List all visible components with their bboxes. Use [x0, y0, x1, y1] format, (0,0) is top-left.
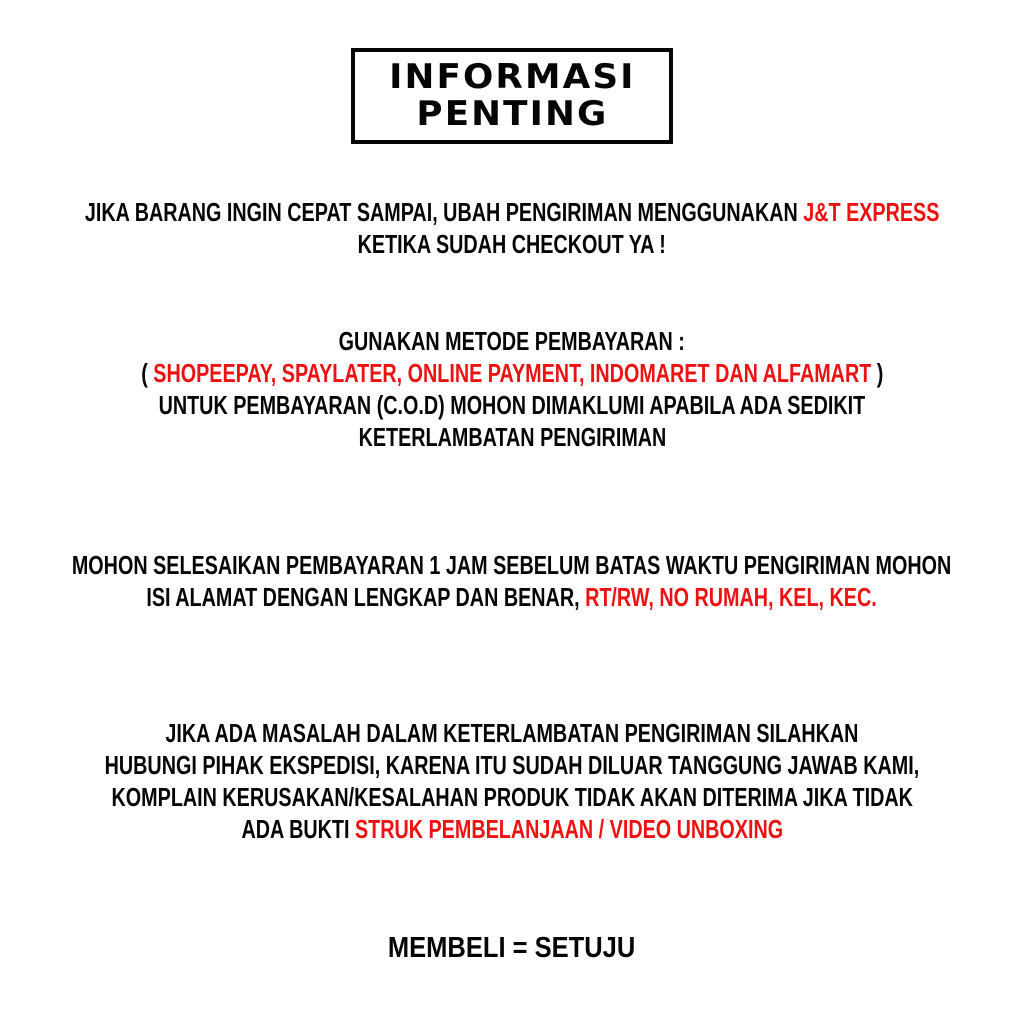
notice-line: KETIKA SUDAH CHECKOUT YA !: [357, 229, 667, 259]
highlight-address-details: RT/RW, NO RUMAH, KEL, KEC.: [585, 582, 878, 612]
notice-line: MOHON SELESAIKAN PEMBAYARAN 1 JAM SEBELUM BATAS WAKTU PENGIRIMAN MOHON: [72, 550, 952, 580]
notice-text: ADA BUKTI: [241, 814, 355, 844]
agreement-footer: [0, 930, 1024, 966]
paren-open: (: [140, 358, 153, 388]
payment-method-notice: [0, 325, 1024, 453]
agreement-text: MEMBELI = SETUJU: [388, 932, 636, 964]
paren-close: ): [871, 358, 884, 388]
notice-line: [141, 357, 883, 389]
highlight-payment-methods: SHOPEEPAY, SPAYLATER, ONLINE PAYMENT, INDOMARET DAN ALFAMART: [152, 358, 872, 388]
title-box: [351, 48, 673, 144]
notice-line: KETERLAMBATAN PENGIRIMAN: [358, 422, 666, 452]
notice-line: UNTUK PEMBAYARAN (C.O.D) MOHON DIMAKLUMI APABILA ADA SEDIKIT: [158, 390, 866, 420]
notice-line: [241, 813, 783, 845]
title-line-1: INFORMASI: [388, 57, 636, 97]
highlight-proof-required: STRUK PEMBELANJAAN / VIDEO UNBOXING: [354, 814, 783, 844]
notice-line: GUNAKAN METODE PEMBAYARAN :: [338, 326, 686, 356]
notice-line: JIKA ADA MASALAH DALAM KETERLAMBATAN PENGIRIMAN SILAHKAN: [165, 718, 859, 748]
highlight-courier: J&T EXPRESS: [803, 197, 940, 227]
notice-text: JIKA BARANG INGIN CEPAT SAMPAI, UBAH PENGIRIMAN MENGGUNAKAN: [84, 197, 804, 227]
notice-line: KOMPLAIN KERUSAKAN/KESALAHAN PRODUK TIDAK AKAN DITERIMA JIKA TIDAK: [111, 782, 913, 812]
notice-text: ISI ALAMAT DENGAN LENGKAP DAN BENAR,: [146, 582, 586, 612]
notice-line: [147, 581, 877, 613]
payment-deadline-notice: [0, 549, 1024, 613]
title-line-2: PENTING: [416, 94, 608, 134]
shipping-method-notice: [0, 196, 1024, 260]
notice-line: HUBUNGI PIHAK EKSPEDISI, KARENA ITU SUDAH DILUAR TANGGUNG JAWAB KAMI,: [104, 750, 920, 780]
notice-line: [85, 196, 940, 228]
complaint-policy-notice: [0, 717, 1024, 845]
